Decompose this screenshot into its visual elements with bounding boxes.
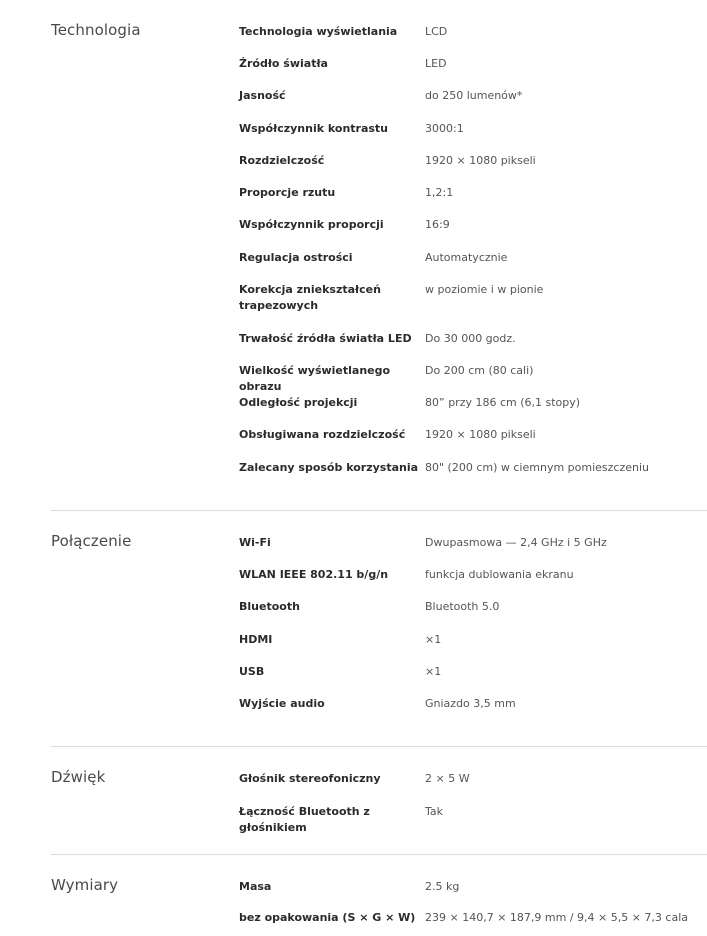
spec-value: funkcja dublowania ekranu: [425, 568, 574, 581]
section-title: Dźwięk: [51, 768, 106, 786]
spec-value: Do 200 cm (80 cali): [425, 364, 534, 377]
spec-value: LCD: [425, 25, 448, 38]
spec-value: LED: [425, 57, 447, 70]
spec-label: Wi-Fi: [239, 536, 271, 549]
spec-value: 239 × 140,7 × 187,9 mm / 9,4 × 5,5 × 7,3 cala: [425, 911, 689, 924]
spec-value: 2 × 5 W: [425, 772, 470, 785]
spec-label: Masa: [239, 880, 272, 893]
section-title: Technologia: [51, 21, 141, 39]
spec-label: Bluetooth: [239, 600, 300, 613]
spec-label: Łączność Bluetooth z głośnikiem: [239, 805, 370, 834]
spec-label: WLAN IEEE 802.11 b/g/n: [239, 568, 389, 581]
spec-value: 16:9: [425, 218, 450, 231]
spec-label: Głośnik stereofoniczny: [239, 772, 381, 785]
spec-label: Źródło światła: [239, 57, 328, 70]
spec-label: Jasność: [239, 89, 286, 102]
section-title: Wymiary: [51, 876, 119, 894]
spec-value: Do 30 000 godz.: [425, 332, 516, 345]
spec-label: Zalecany sposób korzystania: [239, 461, 419, 474]
spec-value: Gniazdo 3,5 mm: [425, 697, 516, 710]
spec-value: 2.5 kg: [425, 880, 460, 893]
spec-label: USB: [239, 665, 265, 678]
spec-label: Technologia wyświetlania: [239, 25, 398, 38]
spec-label: Proporcje rzutu: [239, 186, 336, 199]
spec-value: Tak: [425, 805, 444, 818]
section-title: Połączenie: [51, 532, 132, 550]
spec-label: Trwałość źródła światła LED: [239, 332, 412, 345]
spec-value: w poziomie i w pionie: [425, 283, 544, 296]
spec-label: Wielkość wyświetlanego obrazu: [239, 364, 391, 393]
spec-value: 3000:1: [425, 122, 464, 135]
spec-value: 80" (200 cm) w ciemnym pomieszczeniu: [425, 461, 650, 474]
spec-value: 1920 × 1080 pikseli: [425, 154, 536, 167]
spec-label: Wyjście audio: [239, 697, 325, 710]
spec-value: Bluetooth 5.0: [425, 600, 500, 613]
spec-value: Dwupasmowa — 2,4 GHz i 5 GHz: [425, 536, 607, 549]
section-divider: [51, 854, 707, 855]
spec-value: Automatycznie: [425, 251, 508, 264]
spec-label: Współczynnik proporcji: [239, 218, 384, 231]
spec-label: Korekcja zniekształceń trapezowych: [239, 283, 381, 312]
spec-value: ×1: [425, 633, 442, 646]
spec-label: Współczynnik kontrastu: [239, 122, 389, 135]
spec-value: 1920 × 1080 pikseli: [425, 428, 536, 441]
spec-label: Odległość projekcji: [239, 396, 358, 409]
spec-label: Rozdzielczość: [239, 154, 325, 167]
spec-label: HDMI: [239, 633, 273, 646]
section-divider: [51, 510, 707, 511]
spec-label: bez opakowania (S × G × W): [239, 911, 416, 924]
spec-value: ×1: [425, 665, 442, 678]
spec-value: do 250 lumenów*: [425, 89, 523, 102]
spec-value: 80” przy 186 cm (6,1 stopy): [425, 396, 581, 409]
spec-label: Obsługiwana rozdzielczość: [239, 428, 406, 441]
spec-value: 1,2:1: [425, 186, 454, 199]
spec-label: Regulacja ostrości: [239, 251, 353, 264]
section-divider: [51, 746, 707, 747]
